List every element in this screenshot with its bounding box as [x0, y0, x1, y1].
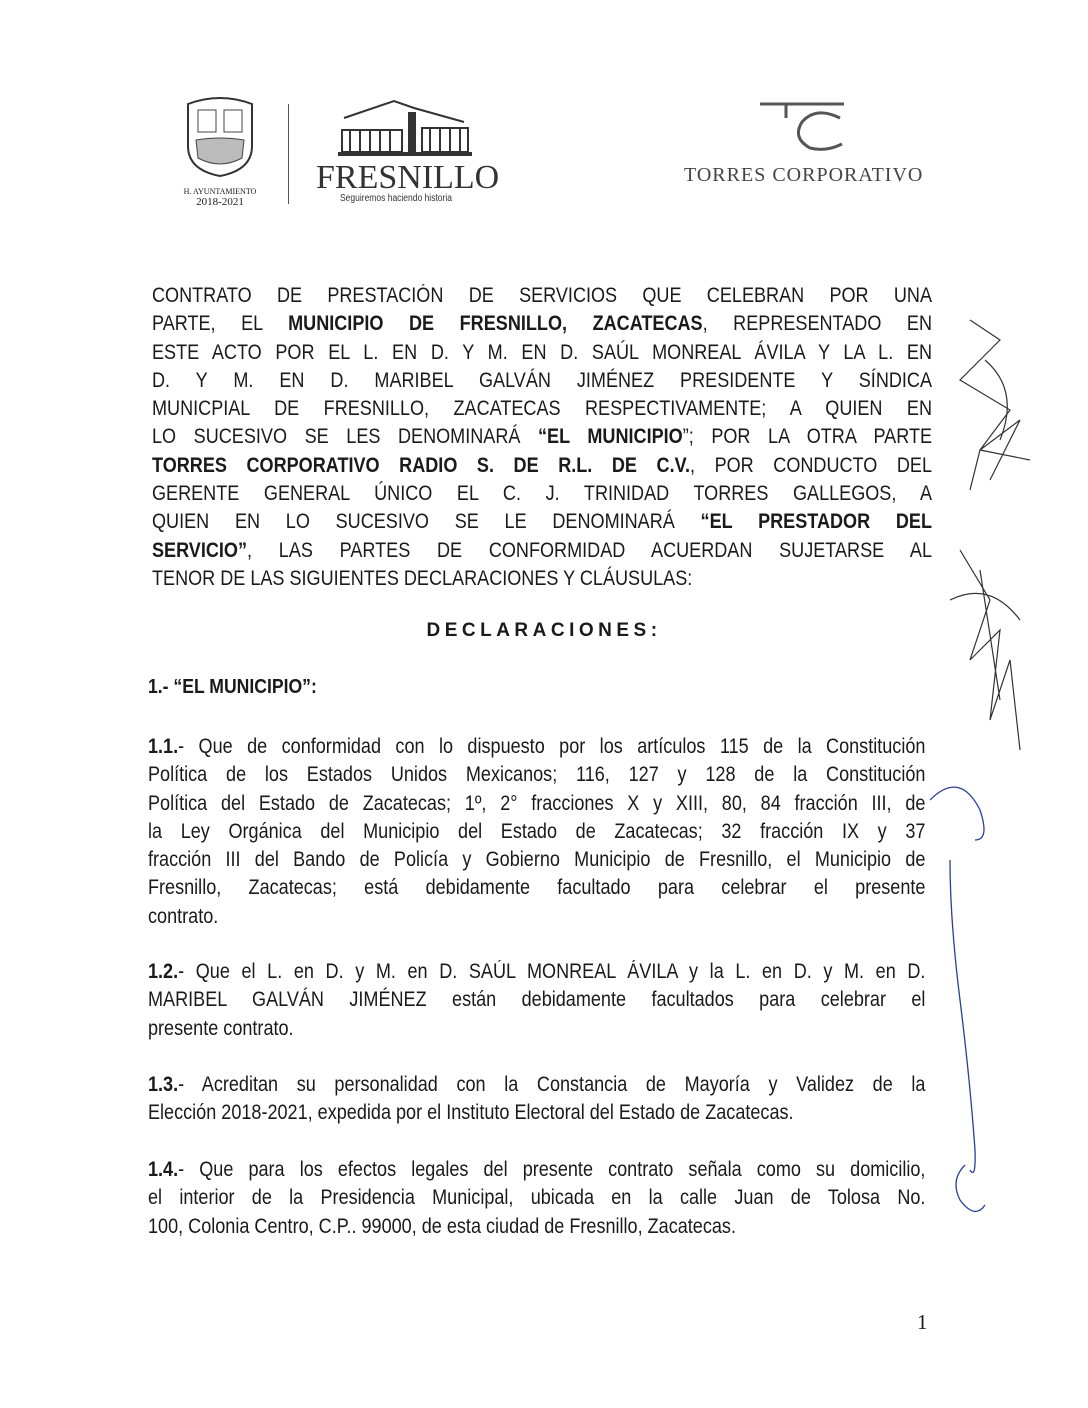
text-segment: , REPRESENTADO EN	[702, 312, 933, 336]
text-segment: , POR CONDUCTO DEL	[690, 453, 933, 477]
text-segment: MARIBEL GALVÁN JIMÉNEZ están debidamente facultados para celebrar el	[148, 988, 926, 1012]
text-line	[152, 480, 932, 508]
text-segment: ”; POR LA OTRA PARTE	[682, 425, 933, 449]
bold-text: 1.4.	[148, 1158, 179, 1181]
text-segment: LO SUCESIVO SE LES DENOMINARÁ	[152, 425, 539, 449]
clause-1-4	[148, 1156, 925, 1241]
text-line	[148, 874, 925, 902]
declaraciones-heading: DECLARACIONES:	[426, 620, 662, 641]
text-line	[148, 846, 925, 874]
bold-text: 1.2.	[148, 960, 179, 983]
text-line	[152, 537, 932, 565]
clause-1-3	[148, 1071, 925, 1128]
bold-text: SERVICIO”	[152, 538, 248, 562]
ayuntamiento-years: 2018-2021	[196, 196, 244, 208]
text-segment: , LAS PARTES DE CONFORMIDAD ACUERDAN SUJETARSE AL	[247, 538, 933, 562]
text-line	[152, 423, 932, 451]
text-segment: - Que de conformidad con lo dispuesto por los artículos 115 de la Constitución	[178, 735, 926, 758]
clause-1-1	[148, 733, 925, 931]
text-segment: Elección 2018-2021, expedida por el Instituto Electoral del Estado de Zacatecas.	[148, 1101, 794, 1125]
text-line	[148, 1156, 925, 1184]
text-line	[148, 1184, 925, 1212]
page-number: 1	[917, 1310, 928, 1334]
header-divider	[288, 104, 289, 204]
coat-of-arms-icon	[180, 96, 260, 178]
text-segment: Política del Estado de Zacatecas; 1º, 2° fracciones X y XIII, 80, 84 fracción III, de	[148, 791, 926, 815]
bold-text: TORRES CORPORATIVO RADIO S. DE R.L. DE C.V.	[152, 453, 691, 477]
fresnillo-logo	[314, 98, 504, 202]
text-segment: PARTE, EL	[152, 312, 289, 336]
text-line	[152, 339, 932, 367]
text-line	[148, 986, 925, 1014]
fresnillo-skyline-icon	[314, 98, 504, 158]
text-segment: QUIEN EN LO SUCESIVO SE LE DENOMINARÁ	[152, 510, 701, 534]
text-line	[148, 1099, 925, 1127]
text-line	[152, 367, 932, 395]
bold-text: MUNICIPIO DE FRESNILLO, ZACATECAS	[288, 312, 703, 336]
text-line	[148, 790, 925, 818]
text-segment: TENOR DE LAS SIGUIENTES DECLARACIONES Y CLÁUSULAS:	[152, 566, 693, 590]
bold-text: 1.1.	[148, 735, 179, 758]
text-segment: GERENTE GENERAL ÚNICO EL C. J. TRINIDAD TORRES GALLEGOS, A	[152, 482, 933, 506]
ayuntamiento-label: H. AYUNTAMIENTO	[183, 187, 257, 196]
text-line	[148, 818, 925, 846]
text-segment: ESTE ACTO POR EL L. EN D. Y M. EN D. SAÚL MONREAL ÁVILA Y LA L. EN	[152, 340, 933, 364]
text-segment: Política de los Estados Unidos Mexicanos; 116, 127 y 128 de la Constitución	[148, 763, 926, 787]
text-segment: - Que el L. en D. y M. en D. SAÚL MONREAL ÁVILA y la L. en D. y M. en D.	[178, 960, 926, 983]
text-segment: - Que para los efectos legales del presente contrato señala como su domicilio,	[178, 1158, 926, 1181]
text-line	[148, 958, 925, 986]
text-line	[152, 508, 932, 536]
text-line	[152, 282, 932, 310]
text-line	[148, 761, 925, 789]
text-line	[152, 310, 932, 338]
fresnillo-wordmark: FRESNILLO	[316, 159, 500, 196]
torres-corporativo-logo	[684, 96, 924, 196]
text-segment: 100, Colonia Centro, C.P.. 99000, de esta ciudad de Fresnillo, Zacatecas.	[148, 1214, 736, 1238]
text-segment: contrato.	[148, 904, 219, 928]
bold-text: “EL MUNICIPIO	[538, 425, 683, 449]
text-segment: presente contrato.	[148, 1016, 294, 1040]
text-segment: el interior de la Presidencia Municipal, ubicada en la calle Juan de Tolosa No.	[148, 1186, 926, 1210]
margin-signatures-icon	[930, 300, 1080, 1300]
text-segment: Fresnillo, Zacatecas; está debidamente facultado para celebrar el presente	[148, 876, 926, 900]
text-line	[152, 565, 932, 593]
text-segment: CONTRATO DE PRESTACIÓN DE SERVICIOS QUE CELEBRAN POR UNA	[152, 284, 933, 307]
torres-wordmark: TORRES CORPORATIVO	[684, 164, 924, 186]
text-line	[152, 395, 932, 423]
text-segment: MUNICPIAL DE FRESNILLO, ZACATECAS RESPECTIVAMENTE; A QUIEN EN	[152, 397, 933, 421]
text-line	[148, 1071, 925, 1099]
contract-intro-paragraph	[152, 282, 932, 593]
text-line	[148, 1015, 925, 1043]
text-segment: fracción III del Bando de Policía y Gobierno Municipio de Fresnillo, el Municipio de	[148, 848, 926, 872]
text-segment: D. Y M. EN D. MARIBEL GALVÁN JIMÉNEZ PRESIDENTE Y SÍNDICA	[152, 368, 933, 392]
bold-text: 1.3.	[148, 1073, 179, 1096]
text-line	[148, 733, 925, 761]
clause-1-2	[148, 958, 925, 1043]
text-line	[148, 903, 925, 931]
text-line	[148, 1213, 925, 1241]
ayuntamiento-seal-logo	[180, 96, 260, 208]
text-line	[152, 452, 932, 480]
tc-monogram-icon	[756, 96, 846, 152]
text-segment: la Ley Orgánica del Municipio del Estado de Zacatecas; 32 fracción IX y 37	[148, 819, 926, 843]
section-1-title: 1.- “EL MUNICIPIO”:	[148, 676, 317, 698]
fresnillo-slogan: Seguiremos haciendo historia	[340, 193, 452, 204]
bold-text: “EL PRESTADOR DEL	[700, 510, 933, 534]
text-segment: - Acreditan su personalidad con la Constancia de Mayoría y Validez de la	[178, 1073, 926, 1096]
